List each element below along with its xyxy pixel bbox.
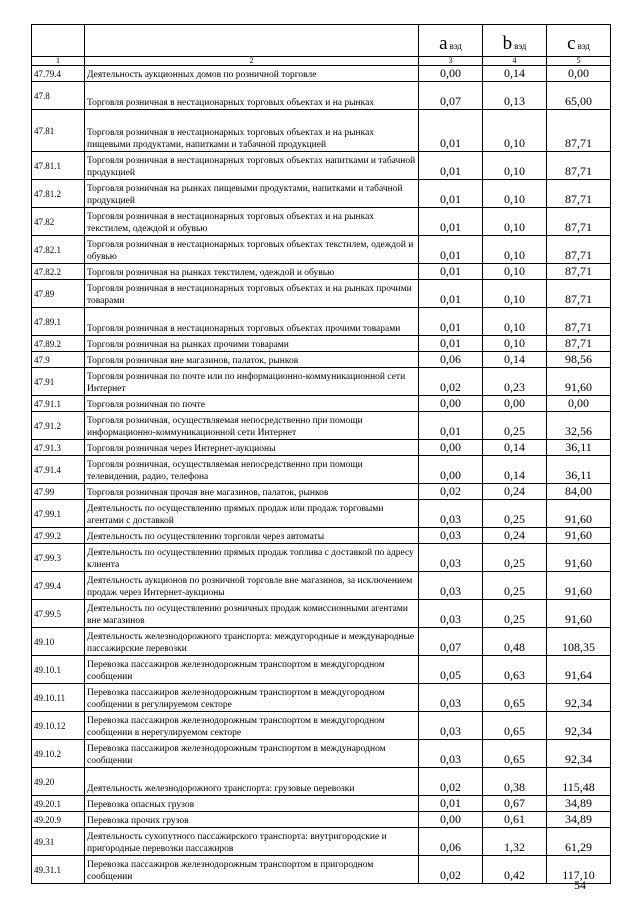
b-value: 0,25 <box>483 600 547 628</box>
activity-name: Торговля розничная через Интернет-аукционы <box>85 440 419 456</box>
c-value: 36,11 <box>547 440 611 456</box>
b-value: 0,65 <box>483 740 547 768</box>
c-value: 87,71 <box>547 152 611 180</box>
okved-code: 47.82.1 <box>32 236 85 264</box>
column-number: 3 <box>419 57 483 66</box>
header-code <box>32 25 85 57</box>
activity-name: Торговля розничная в нестационарных торговых объектах напитками и табачной продукцией <box>85 152 419 180</box>
activity-name: Деятельность сухопутного пассажирского транспорта: внутригородские и пригородные перевозки пассажиров <box>85 828 419 856</box>
b-value: 0,67 <box>483 796 547 812</box>
table-row <box>32 66 611 82</box>
b-value: 0,14 <box>483 66 547 82</box>
b-value: 0,24 <box>483 528 547 544</box>
c-value: 87,71 <box>547 180 611 208</box>
table-row <box>32 768 611 796</box>
c-value: 36,11 <box>547 456 611 484</box>
c-value: 65,00 <box>547 82 611 110</box>
okved-code: 49.10.12 <box>32 712 85 740</box>
okved-code: 47.91 <box>32 368 85 396</box>
table-row <box>32 208 611 236</box>
b-value: 0,25 <box>483 412 547 440</box>
b-value: 0,14 <box>483 352 547 368</box>
activity-name: Торговля розничная на рынках пищевыми продуктами, напитками и табачной продукцией <box>85 180 419 208</box>
header-row <box>32 25 611 57</box>
table-row <box>32 484 611 500</box>
table-row <box>32 628 611 656</box>
okved-code: 49.10.1 <box>32 656 85 684</box>
table-row <box>32 500 611 528</box>
a-value: 0,01 <box>419 412 483 440</box>
okved-code: 49.31 <box>32 828 85 856</box>
a-value: 0,03 <box>419 600 483 628</box>
header-name <box>85 25 419 57</box>
c-value: 91,64 <box>547 656 611 684</box>
a-value: 0,02 <box>419 368 483 396</box>
okved-code: 47.91.3 <box>32 440 85 456</box>
b-value: 0,13 <box>483 82 547 110</box>
b-value: 0,10 <box>483 152 547 180</box>
a-value: 0,03 <box>419 572 483 600</box>
a-value: 0,01 <box>419 308 483 336</box>
b-value: 0,10 <box>483 236 547 264</box>
header-b: b вэд <box>483 25 547 57</box>
okved-code: 47.9 <box>32 352 85 368</box>
a-value: 0,03 <box>419 740 483 768</box>
c-value: 0,00 <box>547 66 611 82</box>
okved-code: 49.10 <box>32 628 85 656</box>
table-row <box>32 336 611 352</box>
table-row <box>32 180 611 208</box>
column-number: 5 <box>547 57 611 66</box>
b-value: 0,61 <box>483 812 547 828</box>
a-value: 0,07 <box>419 82 483 110</box>
a-value: 0,03 <box>419 684 483 712</box>
b-value: 1,32 <box>483 828 547 856</box>
okved-code: 47.81.2 <box>32 180 85 208</box>
activity-name: Деятельность по осуществлению прямых продаж топлива с доставкой по адресу клиента <box>85 544 419 572</box>
table-row <box>32 368 611 396</box>
header-a: a вэд <box>419 25 483 57</box>
okved-code: 49.10.11 <box>32 684 85 712</box>
c-value: 84,00 <box>547 484 611 500</box>
table-row <box>32 456 611 484</box>
c-value: 115,48 <box>547 768 611 796</box>
b-value: 0,00 <box>483 396 547 412</box>
activity-name: Торговля розничная, осуществляемая непосредственно при помощи телевидения, радио, телефона <box>85 456 419 484</box>
c-value: 32,56 <box>547 412 611 440</box>
table-row <box>32 684 611 712</box>
c-value: 0,00 <box>547 396 611 412</box>
b-value: 0,23 <box>483 368 547 396</box>
activity-name: Торговля розничная в нестационарных торговых объектах и на рынках <box>85 82 419 110</box>
activity-name: Торговля розничная в нестационарных торговых объектах и на рынках пищевыми продуктами, напитками и табачной продукцией <box>85 110 419 152</box>
c-value: 117,10 <box>547 856 611 884</box>
table-row <box>32 712 611 740</box>
header-c: c вэд <box>547 25 611 57</box>
c-value: 91,60 <box>547 572 611 600</box>
activity-name: Торговля розничная, осуществляемая непосредственно при помощи информационно-коммуникационной сети Интернет <box>85 412 419 440</box>
table-row <box>32 856 611 884</box>
activity-name: Перевозка прочих грузов <box>85 812 419 828</box>
c-value: 92,34 <box>547 712 611 740</box>
a-value: 0,02 <box>419 856 483 884</box>
activity-name: Торговля розничная в нестационарных торговых объектах прочими товарами <box>85 308 419 336</box>
c-value: 87,71 <box>547 280 611 308</box>
a-value: 0,00 <box>419 440 483 456</box>
a-value: 0,00 <box>419 812 483 828</box>
table-row <box>32 528 611 544</box>
column-number: 4 <box>483 57 547 66</box>
b-value: 0,14 <box>483 440 547 456</box>
okved-code: 47.82.2 <box>32 264 85 280</box>
table-row <box>32 796 611 812</box>
c-value: 92,34 <box>547 684 611 712</box>
b-value: 0,38 <box>483 768 547 796</box>
okved-code: 47.91.1 <box>32 396 85 412</box>
okved-code: 47.82 <box>32 208 85 236</box>
c-value: 91,60 <box>547 368 611 396</box>
c-value: 34,89 <box>547 796 611 812</box>
a-value: 0,03 <box>419 528 483 544</box>
okved-code: 47.8 <box>32 82 85 110</box>
c-value: 87,71 <box>547 336 611 352</box>
coefficients-table <box>31 24 611 884</box>
activity-name: Перевозка пассажиров железнодорожным транспортом в междугородном сообщении в нерегулируемом секторе <box>85 712 419 740</box>
activity-name: Торговля розничная в нестационарных торговых объектах и на рынках прочими товарами <box>85 280 419 308</box>
a-value: 0,07 <box>419 628 483 656</box>
activity-name: Перевозка опасных грузов <box>85 796 419 812</box>
column-number: 1 <box>32 57 85 66</box>
b-value: 0,10 <box>483 280 547 308</box>
a-value: 0,01 <box>419 264 483 280</box>
b-value: 0,14 <box>483 456 547 484</box>
b-value: 0,10 <box>483 308 547 336</box>
okved-code: 47.91.2 <box>32 412 85 440</box>
b-value: 0,25 <box>483 544 547 572</box>
okved-code: 49.20.9 <box>32 812 85 828</box>
c-value: 92,34 <box>547 740 611 768</box>
b-value: 0,65 <box>483 684 547 712</box>
table-row <box>32 828 611 856</box>
activity-name: Перевозка пассажиров железнодорожным транспортом в пригородном сообщении <box>85 856 419 884</box>
table-row <box>32 308 611 336</box>
activity-name: Перевозка пассажиров железнодорожным транспортом в междугородном сообщении <box>85 656 419 684</box>
table-row <box>32 110 611 152</box>
okved-code: 47.99 <box>32 484 85 500</box>
activity-name: Торговля розничная по почте <box>85 396 419 412</box>
column-number: 2 <box>85 57 419 66</box>
b-value: 0,25 <box>483 500 547 528</box>
b-value: 0,65 <box>483 712 547 740</box>
a-value: 0,01 <box>419 180 483 208</box>
okved-code: 49.31.1 <box>32 856 85 884</box>
table-row <box>32 352 611 368</box>
a-value: 0,06 <box>419 828 483 856</box>
activity-name: Деятельность железнодорожного транспорта: междугородные и международные пассажирские перевозки <box>85 628 419 656</box>
c-value: 87,71 <box>547 208 611 236</box>
activity-name: Торговля розничная на рынках прочими товарами <box>85 336 419 352</box>
okved-code: 47.81 <box>32 110 85 152</box>
a-value: 0,01 <box>419 236 483 264</box>
activity-name: Перевозка пассажиров железнодорожным транспортом в международном сообщении <box>85 740 419 768</box>
c-value: 87,71 <box>547 264 611 280</box>
table-row <box>32 656 611 684</box>
table-row <box>32 440 611 456</box>
b-value: 0,42 <box>483 856 547 884</box>
activity-name: Перевозка пассажиров железнодорожным транспортом в междугородном сообщении в регулируемом секторе <box>85 684 419 712</box>
b-value: 0,10 <box>483 208 547 236</box>
c-value: 91,60 <box>547 528 611 544</box>
table-row <box>32 544 611 572</box>
a-value: 0,00 <box>419 396 483 412</box>
activity-name: Деятельность железнодорожного транспорта: грузовые перевозки <box>85 768 419 796</box>
table-row <box>32 572 611 600</box>
okved-code: 47.91.4 <box>32 456 85 484</box>
okved-code: 49.20.1 <box>32 796 85 812</box>
table-row <box>32 152 611 180</box>
activity-name: Торговля розничная в нестационарных торговых объектах текстилем, одеждой и обувью <box>85 236 419 264</box>
c-value: 87,71 <box>547 110 611 152</box>
a-value: 0,01 <box>419 280 483 308</box>
okved-code: 47.89 <box>32 280 85 308</box>
a-value: 0,00 <box>419 456 483 484</box>
b-value: 0,10 <box>483 110 547 152</box>
activity-name: Торговля розничная по почте или по информационно-коммуникационной сети Интернет <box>85 368 419 396</box>
table-row <box>32 812 611 828</box>
a-value: 0,05 <box>419 656 483 684</box>
okved-code: 47.89.1 <box>32 308 85 336</box>
page-number: 54 <box>574 878 586 892</box>
activity-name: Деятельность аукционов по розничной торговле вне магазинов, за исключением продаж через Интернет-аукционы <box>85 572 419 600</box>
b-value: 0,10 <box>483 180 547 208</box>
table-row <box>32 412 611 440</box>
a-value: 0,03 <box>419 712 483 740</box>
c-value: 87,71 <box>547 308 611 336</box>
okved-code: 49.20 <box>32 768 85 796</box>
a-value: 0,01 <box>419 336 483 352</box>
okved-code: 47.99.3 <box>32 544 85 572</box>
a-value: 0,03 <box>419 544 483 572</box>
a-value: 0,01 <box>419 208 483 236</box>
activity-name: Деятельность аукционных домов по розничной торговле <box>85 66 419 82</box>
c-value: 91,60 <box>547 544 611 572</box>
okved-code: 47.99.2 <box>32 528 85 544</box>
a-value: 0,01 <box>419 796 483 812</box>
activity-name: Торговля розничная прочая вне магазинов, палаток, рынков <box>85 484 419 500</box>
okved-code: 47.99.1 <box>32 500 85 528</box>
activity-name: Торговля розничная вне магазинов, палаток, рынков <box>85 352 419 368</box>
okved-code: 47.79.4 <box>32 66 85 82</box>
c-value: 91,60 <box>547 500 611 528</box>
okved-code: 47.99.4 <box>32 572 85 600</box>
c-value: 61,29 <box>547 828 611 856</box>
b-value: 0,25 <box>483 572 547 600</box>
b-value: 0,48 <box>483 628 547 656</box>
okved-code: 47.99.5 <box>32 600 85 628</box>
c-value: 98,56 <box>547 352 611 368</box>
b-value: 0,10 <box>483 336 547 352</box>
activity-name: Торговля розничная в нестационарных торговых объектах и на рынках текстилем, одеждой и обувью <box>85 208 419 236</box>
b-value: 0,10 <box>483 264 547 280</box>
c-value: 91,60 <box>547 600 611 628</box>
a-value: 0,01 <box>419 110 483 152</box>
c-value: 108,35 <box>547 628 611 656</box>
a-value: 0,02 <box>419 484 483 500</box>
activity-name: Деятельность по осуществлению прямых продаж или продаж торговыми агентами с доставкой <box>85 500 419 528</box>
a-value: 0,02 <box>419 768 483 796</box>
okved-code: 47.89.2 <box>32 336 85 352</box>
okved-code: 47.81.1 <box>32 152 85 180</box>
b-value: 0,63 <box>483 656 547 684</box>
table-row <box>32 396 611 412</box>
a-value: 0,01 <box>419 152 483 180</box>
table-row <box>32 82 611 110</box>
table-row <box>32 600 611 628</box>
activity-name: Деятельность по осуществлению розничных продаж комиссионными агентами вне магазинов <box>85 600 419 628</box>
table-row <box>32 236 611 264</box>
activity-name: Торговля розничная на рынках текстилем, одеждой и обувью <box>85 264 419 280</box>
a-value: 0,00 <box>419 66 483 82</box>
a-value: 0,06 <box>419 352 483 368</box>
table-row <box>32 280 611 308</box>
table-row <box>32 264 611 280</box>
okved-code: 49.10.2 <box>32 740 85 768</box>
b-value: 0,24 <box>483 484 547 500</box>
c-value: 87,71 <box>547 236 611 264</box>
c-value: 34,89 <box>547 812 611 828</box>
table-row <box>32 740 611 768</box>
activity-name: Деятельность по осуществлению торговли через автоматы <box>85 528 419 544</box>
column-number-row <box>32 57 611 66</box>
a-value: 0,03 <box>419 500 483 528</box>
